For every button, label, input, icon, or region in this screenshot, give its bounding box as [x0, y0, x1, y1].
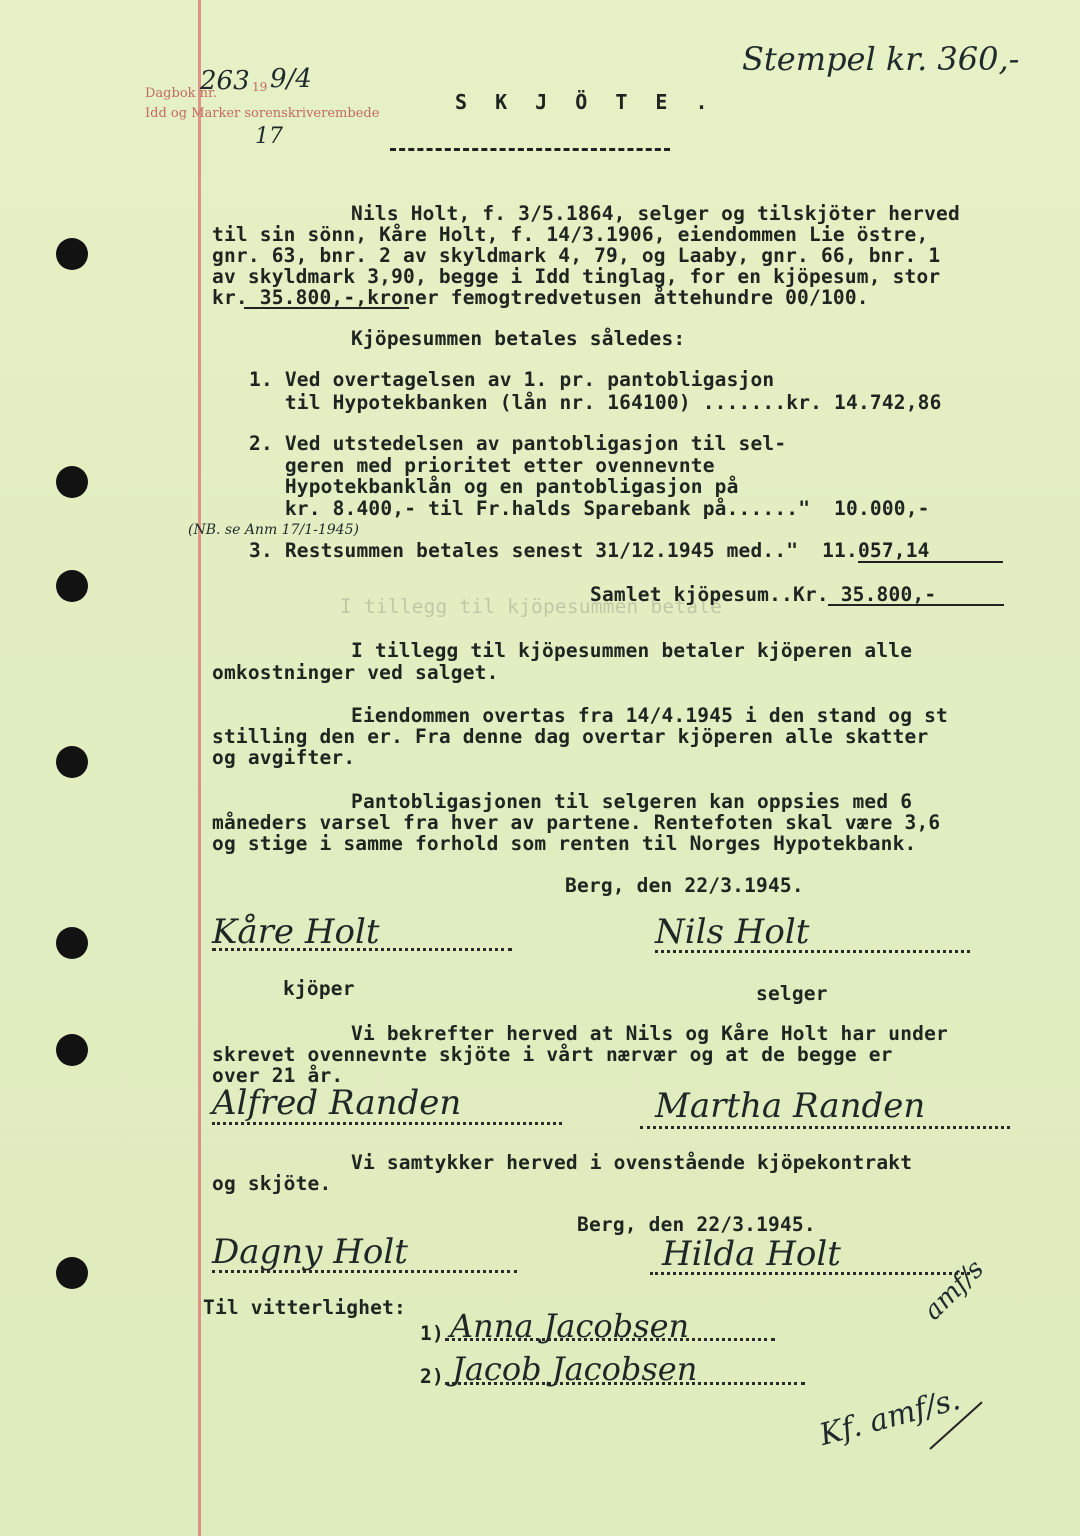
stamp-dagbok-number: 263 [200, 66, 250, 96]
text-line: skrevet ovennevnte skjöte i vårt nærvær og at de begge er [212, 1043, 893, 1066]
signature-line [640, 1126, 1010, 1129]
faint-text: I tillegg til kjöpesummen betale [340, 595, 723, 618]
text-line: over 21 år. [212, 1064, 344, 1087]
signature-attest-2: Jacob Jacobsen [452, 1350, 698, 1388]
signature-line [445, 1382, 805, 1385]
text-line: 3. Restsummen betales senest 31/12.1945 med.." 11.057,14 [249, 539, 930, 562]
label-seller: selger [756, 982, 828, 1005]
signature-buyer: Kåre Holt [212, 912, 380, 952]
text-line: geren med prioritet etter ovennevnte [249, 454, 715, 477]
signature-line [212, 1270, 517, 1273]
punch-hole [56, 1257, 88, 1289]
text-line: til Hypotekbanken (lån nr. 164100) .......kr. 14.742,86 [249, 391, 942, 414]
signature-seller: Nils Holt [655, 912, 810, 952]
punch-hole [56, 927, 88, 959]
text-line: Hypotekbanklån og en pantobligasjon på [249, 475, 739, 498]
stamp-dagbok: Dagbok nr. [145, 86, 217, 101]
signature-witness-1: Alfred Randen [212, 1083, 462, 1123]
stamp-number: 17 [255, 124, 283, 149]
document-title: S K J Ö T E . [455, 90, 716, 114]
text-line: til sin sönn, Kåre Holt, f. 14/3.1906, eiendommen Lie östre, [212, 223, 929, 246]
signature-consent-2: Hilda Holt [662, 1234, 841, 1274]
amount-underline [858, 561, 1003, 563]
text-line: 1. Ved overtagelsen av 1. pr. pantobligasjon [249, 368, 775, 391]
approval-note: Kf. amf/s. [815, 1381, 965, 1454]
signature-attest-1: Anna Jacobsen [450, 1307, 690, 1345]
payment-heading: Kjöpesummen betales således: [351, 327, 686, 350]
punch-hole [56, 570, 88, 602]
initials-mark: amf/s [918, 1254, 991, 1327]
signature-line [212, 948, 512, 951]
text-line: kr. 35.800,-,kroner femogtredvetusen åttehundre 00/100. [212, 286, 869, 309]
text-line: og avgifter. [212, 746, 356, 769]
signature-line [445, 1338, 775, 1341]
stamp-office: Idd og Marker sorenskriverembede [145, 106, 380, 121]
signature-witness-2: Martha Randen [655, 1086, 926, 1126]
total-line: Samlet kjöpesum..Kr. 35.800,- [590, 583, 937, 606]
text-line: Pantobligasjonen til selgeren kan oppsies med 6 [351, 790, 913, 813]
margin-line [198, 0, 201, 1536]
stamp-fee-note: Stempel kr. 360,- [742, 40, 1020, 78]
text-line: måneders varsel fra hver av partene. Rentefoten skal være 3,6 [212, 811, 941, 834]
stamp-year-prefix: 19 [252, 80, 268, 94]
signature-line [212, 1122, 562, 1125]
witness-number-2: 2) [420, 1365, 444, 1388]
place-date: Berg, den 22/3.1945. [577, 1213, 816, 1236]
text-line: og stige i samme forhold som renten til Norges Hypotekbank. [212, 832, 917, 855]
signature-line [650, 1272, 970, 1275]
title-rule [390, 148, 670, 151]
signature-line [655, 950, 970, 953]
witness-label: Til vitterlighet: [203, 1296, 406, 1319]
text-line: og skjöte. [212, 1172, 332, 1195]
margin-note: (NB. se Anm 17/1-1945) [188, 522, 359, 538]
label-buyer: kjöper [283, 977, 355, 1000]
punch-hole [56, 746, 88, 778]
punch-hole [56, 1034, 88, 1066]
text-line: I tillegg til kjöpesummen betaler kjöperen alle [351, 639, 913, 662]
text-line: Nils Holt, f. 3/5.1864, selger og tilskjöter herved [351, 202, 960, 225]
place-date: Berg, den 22/3.1945. [565, 874, 804, 897]
text-line: gnr. 63, bnr. 2 av skyldmark 4, 79, og Laaby, gnr. 66, bnr. 1 [212, 244, 941, 267]
price-underline [244, 307, 409, 309]
witness-number-1: 1) [420, 1322, 444, 1345]
punch-hole [56, 238, 88, 270]
text-line: kr. 8.400,- til Fr.halds Sparebank på......" 10.000,- [249, 497, 930, 520]
text-line: Vi samtykker herved i ovenstående kjöpekontrakt [351, 1151, 913, 1174]
text-line: omkostninger ved salget. [212, 661, 499, 684]
total-underline [828, 604, 1004, 606]
signature-consent-1: Dagny Holt [212, 1232, 408, 1272]
text-line: Eiendommen overtas fra 14/4.1945 i den stand og st [351, 704, 948, 727]
text-line: 2. Ved utstedelsen av pantobligasjon til sel- [249, 432, 787, 455]
punch-hole [56, 466, 88, 498]
text-line: av skyldmark 3,90, begge i Idd tinglag, for en kjöpesum, stor [212, 265, 941, 288]
text-line: Vi bekrefter herved at Nils og Kåre Holt har under [351, 1022, 948, 1045]
stamp-date: 9/4 [270, 64, 312, 94]
text-line: stilling den er. Fra denne dag overtar kjöperen alle skatter [212, 725, 929, 748]
